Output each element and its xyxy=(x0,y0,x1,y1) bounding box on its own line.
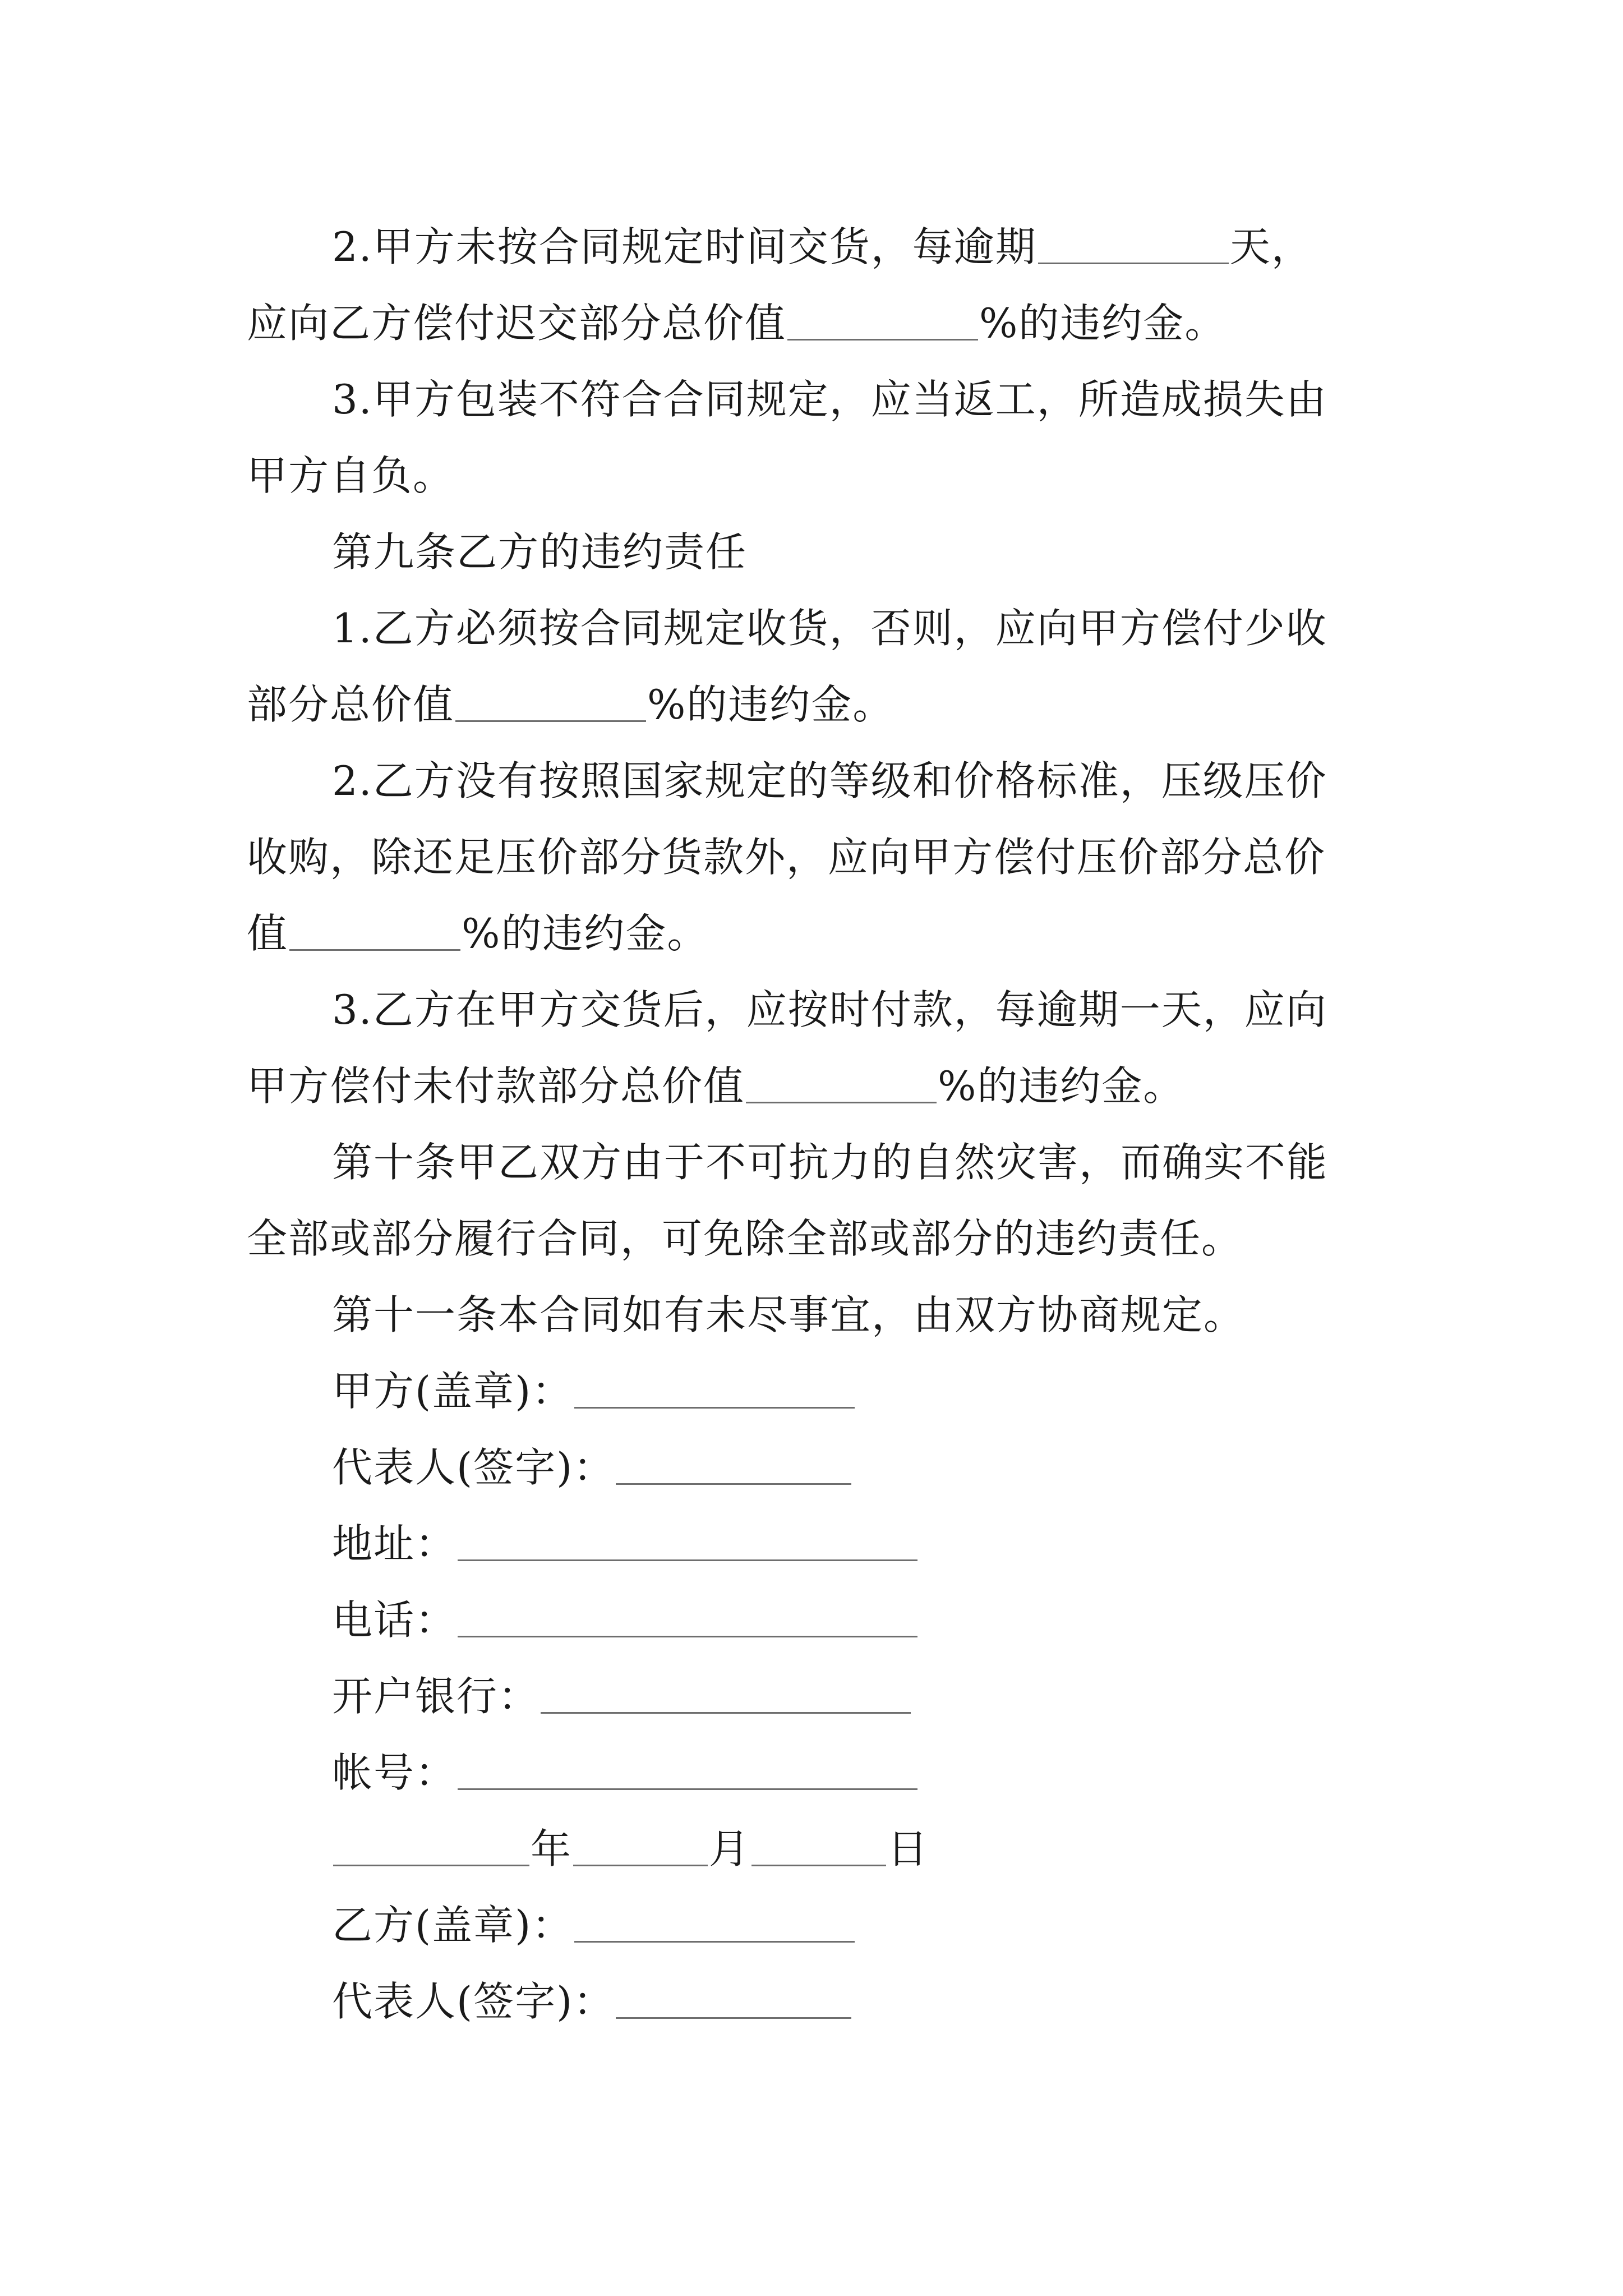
clause-a2-line1 xyxy=(247,209,1385,285)
year-field[interactable] xyxy=(333,1824,529,1866)
party-b-seal-field[interactable] xyxy=(574,1901,855,1943)
bank-label: 开户银行： xyxy=(332,1673,540,1720)
phone-field[interactable] xyxy=(458,1595,917,1637)
year-label: 年 xyxy=(531,1825,573,1872)
article-10-line2: 全部或部分履行合同，可免除全部或部分的违约责任。 xyxy=(247,1215,1243,1262)
party-a-seal-label: 甲方(盖章)： xyxy=(332,1368,574,1415)
text: %的违约金。 xyxy=(979,300,1227,347)
month-field[interactable] xyxy=(573,1824,708,1866)
blank-late-payment-rate[interactable] xyxy=(746,1061,937,1103)
article-9-title: 第九条乙方的违约责任 xyxy=(332,528,748,576)
contract-page xyxy=(247,209,1385,2040)
bank-row xyxy=(247,1658,1385,1734)
clause-a3-line2: 甲方自负。 xyxy=(247,452,455,499)
bank-field[interactable] xyxy=(541,1672,911,1714)
party-a-seal-field[interactable] xyxy=(574,1366,855,1409)
text: 应向乙方偿付迟交部分总价值 xyxy=(247,300,787,347)
text: 2.甲方未按合同规定时间交货，每逾期 xyxy=(332,223,1037,270)
text: %的违约金。 xyxy=(647,681,895,728)
phone-label: 电话： xyxy=(332,1596,457,1644)
clause-b1-line1: 1.乙方必须按合同规定收货，否则，应向甲方偿付少收 xyxy=(332,605,1327,652)
account-field[interactable] xyxy=(458,1748,917,1790)
clause-b2-line1: 2.乙方没有按照国家规定的等级和价格标准，压级压价 xyxy=(332,757,1327,804)
text: 天， xyxy=(1229,223,1313,270)
text: %的违约金。 xyxy=(938,1062,1185,1110)
rep-a-label: 代表人(签字)： xyxy=(332,1444,615,1491)
clause-a2-line2 xyxy=(247,285,1385,361)
clause-b1-line2 xyxy=(247,666,1385,743)
phone-row xyxy=(247,1582,1385,1658)
month-label: 月 xyxy=(709,1825,751,1872)
text: 值 xyxy=(247,910,289,957)
rep-b-field[interactable] xyxy=(616,1977,851,2019)
text: 甲方偿付未付款部分总价值 xyxy=(247,1062,745,1110)
rep-a-field[interactable] xyxy=(616,1443,851,1485)
clause-b3-line2 xyxy=(247,1048,1385,1124)
clause-a3-line1: 3.甲方包装不符合合同规定，应当返工，所造成损失由 xyxy=(332,376,1327,423)
rep-b-row xyxy=(247,1963,1385,2040)
blank-late-delivery-rate[interactable] xyxy=(787,298,978,341)
rep-a-row xyxy=(247,1429,1385,1506)
day-field[interactable] xyxy=(751,1824,886,1866)
account-row xyxy=(247,1734,1385,1811)
text: %的违约金。 xyxy=(462,910,709,957)
party-a-seal-row xyxy=(247,1353,1385,1429)
text: 部分总价值 xyxy=(247,681,455,728)
day-label: 日 xyxy=(887,1825,929,1872)
account-label: 帐号： xyxy=(332,1749,457,1796)
clause-b2-line2: 收购，除还足压价部分货款外，应向甲方偿付压价部分总价 xyxy=(247,834,1326,881)
party-b-seal-label: 乙方(盖章)： xyxy=(332,1902,574,1949)
article-11: 第十一条本合同如有未尽事宜，由双方协商规定。 xyxy=(332,1291,1246,1338)
address-row xyxy=(247,1506,1385,1582)
article-10-line1: 第十条甲乙双方由于不可抗力的自然灾害，而确实不能 xyxy=(332,1139,1329,1186)
date-row xyxy=(247,1811,1385,1887)
address-field[interactable] xyxy=(458,1519,917,1561)
blank-overdue-days[interactable] xyxy=(1038,222,1229,264)
rep-b-label: 代表人(签字)： xyxy=(332,1978,615,2025)
party-b-seal-row xyxy=(247,1887,1385,1963)
clause-b2-line3 xyxy=(247,895,1385,972)
address-label: 地址： xyxy=(332,1520,457,1567)
blank-price-suppression-rate[interactable] xyxy=(289,909,460,951)
blank-short-receipt-rate[interactable] xyxy=(455,680,646,722)
clause-b3-line1: 3.乙方在甲方交货后，应按时付款，每逾期一天，应向 xyxy=(332,986,1327,1033)
